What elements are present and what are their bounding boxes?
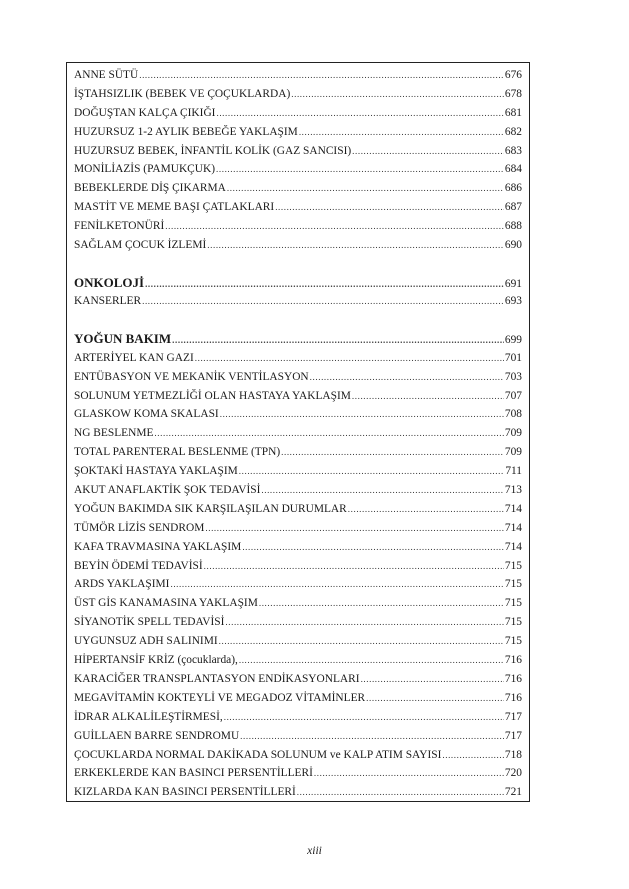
- dot-leader: [219, 632, 504, 651]
- dot-leader: [139, 66, 504, 85]
- dot-leader: [281, 443, 504, 462]
- dot-leader: [170, 575, 503, 594]
- toc-entry-page: 687: [504, 201, 522, 214]
- toc-entry-page: 714: [504, 540, 522, 553]
- toc-entry: [74, 85, 522, 104]
- dot-leader: [239, 651, 504, 670]
- toc-entry-title: MASTİT VE MEME BAŞI ÇATLAKLARI: [74, 201, 275, 214]
- toc-entry: [74, 519, 522, 538]
- toc-entry-title: NG BESLENME: [74, 427, 154, 440]
- toc-entry-title: ŞOKTAKİ HASTAYA YAKLAŞIM: [74, 465, 238, 478]
- toc-entry-page: 684: [504, 163, 522, 176]
- dot-leader: [352, 387, 504, 406]
- toc-entry-title: SİYANOTİK SPELL TEDAVİSİ: [74, 616, 225, 629]
- dot-leader: [297, 783, 504, 802]
- dot-leader: [348, 500, 504, 519]
- toc-entry-page: 716: [504, 672, 522, 685]
- toc-entry: [74, 123, 522, 142]
- toc-entry-page: 709: [504, 446, 522, 459]
- toc-entry-page: 686: [504, 182, 522, 195]
- dot-leader: [366, 689, 504, 708]
- toc-entry-title: UYGUNSUZ ADH SALINIMI: [74, 635, 218, 648]
- toc-entry: [74, 462, 522, 481]
- toc-entry-title: ARTERİYEL KAN GAZI: [74, 351, 194, 364]
- section-heading-page: 691: [504, 277, 522, 290]
- toc-entry-page: 713: [504, 484, 522, 497]
- dot-leader: [361, 670, 504, 689]
- toc-entry-title: ERKEKLERDE KAN BASINCI PERSENTİLLERİ: [74, 767, 313, 780]
- section-heading-title: ONKOLOJİ: [74, 274, 145, 290]
- toc-entry-page: 690: [504, 239, 522, 252]
- toc-entry-page: 708: [504, 408, 522, 421]
- toc-entry-title: YOĞUN BAKIMDA SIK KARŞILAŞILAN DURUMLAR: [74, 502, 347, 515]
- toc-entry: [74, 292, 522, 311]
- toc-entry-page: 715: [504, 635, 522, 648]
- toc-entry-title: DOĞUŞTAN KALÇA ÇIKIĞI: [74, 106, 216, 119]
- toc-entry-page: 688: [504, 220, 522, 233]
- toc-entry-page: 720: [504, 767, 522, 780]
- toc-entry-title: GLASKOW KOMA SKALASI: [74, 408, 219, 421]
- dot-leader: [261, 481, 504, 500]
- toc-entry: [74, 424, 522, 443]
- dot-leader: [154, 424, 503, 443]
- toc-entry-title: KARACİĞER TRANSPLANTASYON ENDİKASYONLARI: [74, 672, 360, 685]
- toc-entry: [74, 764, 522, 783]
- toc-entry-page: 714: [504, 521, 522, 534]
- toc-entry: [74, 142, 522, 161]
- dot-leader: [224, 708, 504, 727]
- section-spacer: [74, 255, 522, 273]
- toc-entry-title: ANNE SÜTÜ: [74, 69, 139, 81]
- toc-entry-title: İDRAR ALKALİLEŞTİRMESİ,: [74, 710, 223, 723]
- toc-entry: [74, 236, 522, 255]
- dot-leader: [227, 179, 504, 198]
- dot-leader: [195, 349, 504, 368]
- toc-entry-page: 709: [504, 427, 522, 440]
- toc-entry: [74, 500, 522, 519]
- dot-leader: [291, 85, 504, 104]
- toc-entry-page: 715: [504, 559, 522, 572]
- toc-entry-page: 683: [504, 144, 522, 157]
- toc-entry: [74, 217, 522, 236]
- dot-leader: [314, 764, 504, 783]
- toc-entry-title: ENTÜBASYON VE MEKANİK VENTİLASYON: [74, 370, 309, 383]
- dot-leader: [205, 519, 504, 538]
- dot-leader: [299, 123, 504, 142]
- toc-entry-title: AKUT ANAFLAKTİK ŞOK TEDAVİSİ: [74, 484, 261, 497]
- toc-entry: [74, 349, 522, 368]
- toc-entry-title: MONİLİAZİS (PAMUKÇUK): [74, 163, 216, 176]
- toc-entry: [74, 405, 522, 424]
- dot-leader: [240, 727, 504, 746]
- toc-entry-page: 701: [504, 351, 522, 364]
- toc-entry: [74, 557, 522, 576]
- toc-entry-page: 707: [504, 389, 522, 402]
- toc-entry-page: 718: [504, 748, 522, 761]
- toc-entry-title: KANSERLER: [74, 295, 142, 308]
- toc-entry: [74, 783, 522, 802]
- toc-entry-page: 715: [504, 597, 522, 610]
- toc-entry-page: 682: [504, 125, 522, 138]
- toc-entry: [74, 651, 522, 670]
- toc-entry: [74, 613, 522, 632]
- toc-entry-title: TOTAL PARENTERAL BESLENME (TPN): [74, 446, 281, 459]
- toc-entry-title: SAĞLAM ÇOCUK İZLEMİ: [74, 239, 207, 252]
- dot-leader: [259, 594, 504, 613]
- dot-leader: [216, 104, 503, 123]
- toc-entry-page: 716: [504, 654, 522, 667]
- toc-entry-title: İŞTAHSIZLIK (BEBEK VE ÇOÇUKLARDA): [74, 87, 291, 100]
- toc-entry-page: 676: [504, 69, 522, 81]
- toc-entry: [74, 198, 522, 217]
- toc-entry-title: SOLUNUM YETMEZLİĞİ OLAN HASTAYA YAKLAŞIM: [74, 389, 351, 402]
- toc-entry-title: BEBEKLERDE DİŞ ÇIKARMA: [74, 182, 226, 195]
- toc-entry: [74, 179, 522, 198]
- toc-entry: [74, 387, 522, 406]
- toc-entry-title: ÜST GİS KANAMASINA YAKLAŞIM: [74, 597, 258, 610]
- dot-leader: [275, 198, 504, 217]
- table-of-contents: [74, 66, 522, 802]
- toc-entry: [74, 670, 522, 689]
- toc-entry: [74, 538, 522, 557]
- toc-entry-title: MEGAVİTAMİN KOKTEYLİ VE MEGADOZ VİTAMİNLER: [74, 691, 366, 704]
- toc-entry-title: HUZURSUZ 1-2 AYLIK BEBEĞE YAKLAŞIM: [74, 125, 298, 138]
- toc-entry-page: 681: [504, 106, 522, 119]
- toc-entry-page: 678: [504, 87, 522, 100]
- toc-entry-page: 715: [504, 578, 522, 591]
- toc-entry-page: 714: [504, 502, 522, 515]
- toc-entry-title: BEYİN ÖDEMİ TEDAVİSİ: [74, 559, 203, 572]
- dot-leader: [207, 236, 504, 255]
- toc-entry: [74, 727, 522, 746]
- toc-entry: [74, 160, 522, 179]
- toc-entry-page: 716: [504, 691, 522, 704]
- dot-leader: [242, 538, 504, 557]
- section-heading-page: 699: [504, 334, 522, 347]
- toc-entry-page: 711: [505, 465, 522, 478]
- toc-entry-title: FENİLKETONÜRİ: [74, 220, 165, 233]
- dot-leader: [172, 331, 504, 349]
- toc-entry-page: 717: [504, 729, 522, 742]
- toc-entry: [74, 708, 522, 727]
- dot-leader: [239, 462, 505, 481]
- toc-entry-title: KIZLARDA KAN BASINCI PERSENTİLLERİ: [74, 786, 296, 799]
- dot-leader: [310, 368, 504, 387]
- toc-entry-title: HİPERTANSİF KRİZ (çocuklarda),: [74, 654, 238, 667]
- toc-entry: [74, 746, 522, 765]
- dot-leader: [204, 557, 504, 576]
- toc-entry-title: ARDS YAKLAŞIMI: [74, 578, 170, 591]
- dot-leader: [220, 405, 504, 424]
- toc-entry: [74, 66, 522, 85]
- section-heading: [74, 273, 522, 293]
- dot-leader: [442, 746, 504, 765]
- toc-entry: [74, 481, 522, 500]
- section-spacer: [74, 311, 522, 329]
- toc-entry-title: TÜMÖR LİZİS SENDROM: [74, 521, 205, 534]
- toc-entry-title: ÇOCUKLARDA NORMAL DAKİKADA SOLUNUM ve KALP ATIM SAYISI: [74, 748, 442, 761]
- toc-entry: [74, 575, 522, 594]
- page-number: xiii: [307, 845, 322, 857]
- toc-entry-page: 721: [504, 786, 522, 799]
- toc-entry: [74, 443, 522, 462]
- toc-entry-page: 703: [504, 370, 522, 383]
- toc-entry-page: 693: [504, 295, 522, 308]
- toc-entry: [74, 632, 522, 651]
- dot-leader: [352, 142, 504, 161]
- toc-entry: [74, 689, 522, 708]
- toc-entry-title: HUZURSUZ BEBEK, İNFANTİL KOLİK (GAZ SANCISI): [74, 144, 352, 157]
- section-heading-title: YOĞUN BAKIM: [74, 331, 172, 347]
- toc-entry-title: GUİLLAEN BARRE SENDROMU: [74, 729, 240, 742]
- toc-entry-page: 715: [504, 616, 522, 629]
- toc-entry-page: 717: [504, 710, 522, 723]
- toc-entry: [74, 104, 522, 123]
- dot-leader: [142, 292, 504, 311]
- dot-leader: [165, 217, 504, 236]
- dot-leader: [225, 613, 504, 632]
- dot-leader: [216, 160, 504, 179]
- section-heading: [74, 329, 522, 349]
- dot-leader: [145, 275, 504, 293]
- toc-entry: [74, 368, 522, 387]
- toc-entry: [74, 594, 522, 613]
- toc-entry-title: KAFA TRAVMASINA YAKLAŞIM: [74, 540, 242, 553]
